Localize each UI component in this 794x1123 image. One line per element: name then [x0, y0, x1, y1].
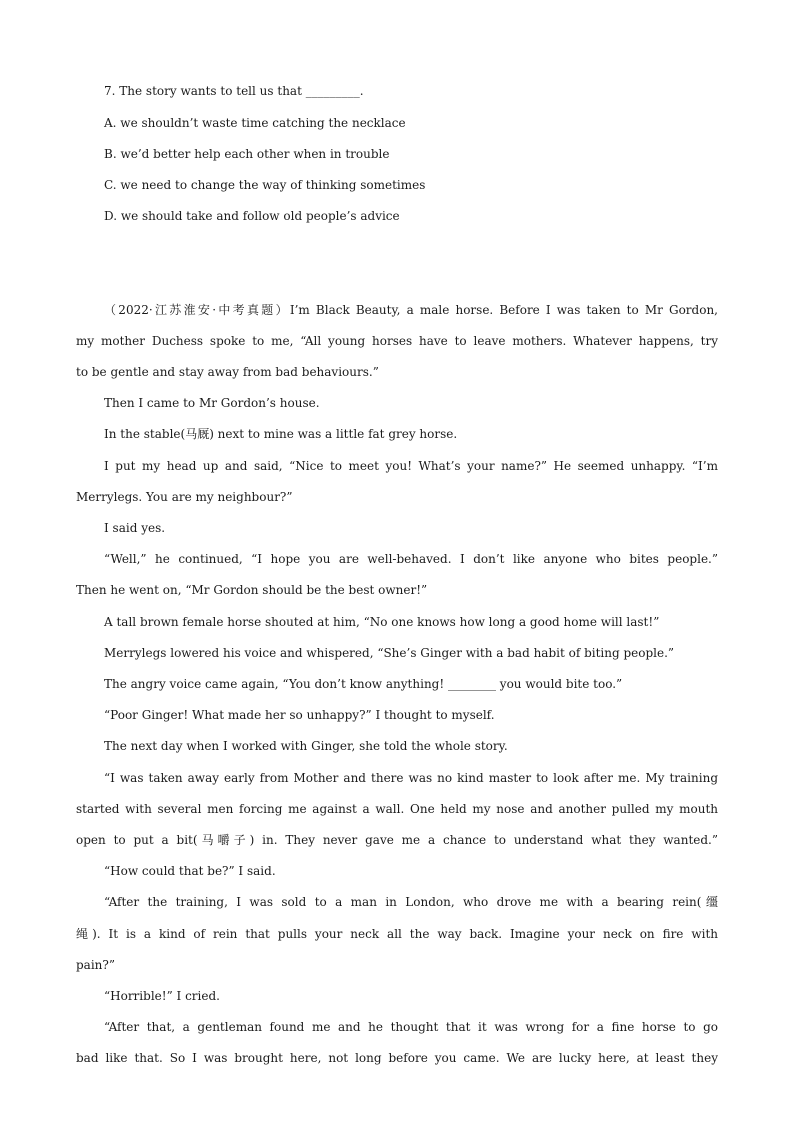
passage-line: The next day when I worked with Ginger, she told the whole story.: [104, 739, 508, 753]
passage-line: Then he went on, “Mr Gordon should be the best owner!”: [76, 583, 428, 597]
passage-line: open to put a bit(马嚼子) in. They never gave me a chance to understand what they wanted.”: [76, 833, 718, 847]
passage-line: pain?”: [76, 958, 115, 972]
passage-line: In the stable(马厩) next to mine was a little fat grey horse.: [104, 427, 458, 441]
passage-line: “Poor Ginger! What made her so unhappy?” I thought to myself.: [104, 708, 495, 722]
question-stem: 7. The story wants to tell us that _________.: [104, 84, 364, 98]
passage-line: my mother Duchess spoke to me, “All young horses have to leave mothers. Whatever happens, try: [76, 334, 718, 348]
passage-line: （2022·江苏淮安·中考真题）I’m Black Beauty, a male horse. Before I was taken to Mr Gordon,: [104, 303, 718, 317]
passage-line: 绳). It is a kind of rein that pulls your neck all the way back. Imagine your neck on fire with: [76, 927, 718, 941]
passage-line: “After the training, I was sold to a man in London, who drove me with a bearing rein(缰: [104, 895, 718, 909]
passage-line: started with several men forcing me against a wall. One held my nose and another pulled my mouth: [76, 802, 718, 816]
passage-line: I said yes.: [104, 521, 166, 535]
passage-line: Merrylegs lowered his voice and whispered, “She’s Ginger with a bad habit of biting people.”: [104, 646, 675, 660]
option-c: C. we need to change the way of thinking sometimes: [104, 178, 426, 192]
passage-line: Merrylegs. You are my neighbour?”: [76, 490, 293, 504]
passage-line: The angry voice came again, “You don’t know anything! ________ you would bite too.”: [104, 677, 623, 691]
passage-line: I put my head up and said, “Nice to meet you! What’s your name?” He seemed unhappy. “I’m: [104, 459, 718, 473]
passage-line: “How could that be?” I said.: [104, 864, 276, 878]
passage-line: “Horrible!” I cried.: [104, 989, 220, 1003]
passage-line: Then I came to Mr Gordon’s house.: [104, 396, 320, 410]
passage-line: “I was taken away early from Mother and there was no kind master to look after me. My training: [104, 771, 718, 785]
passage-line: “After that, a gentleman found me and he thought that it was wrong for a fine horse to go: [104, 1020, 718, 1034]
passage-line: “Well,” he continued, “I hope you are well-behaved. I don’t like anyone who bites people.”: [104, 552, 718, 566]
option-b: B. we’d better help each other when in trouble: [104, 147, 390, 161]
passage-line: to be gentle and stay away from bad behaviours.”: [76, 365, 379, 379]
passage-line: A tall brown female horse shouted at him, “No one knows how long a good home will last!”: [104, 615, 660, 629]
passage-line: bad like that. So I was brought here, not long before you came. We are lucky here, at least they: [76, 1051, 718, 1065]
option-d: D. we should take and follow old people’s advice: [104, 209, 400, 223]
option-a: A. we shouldn’t waste time catching the necklace: [104, 116, 406, 130]
